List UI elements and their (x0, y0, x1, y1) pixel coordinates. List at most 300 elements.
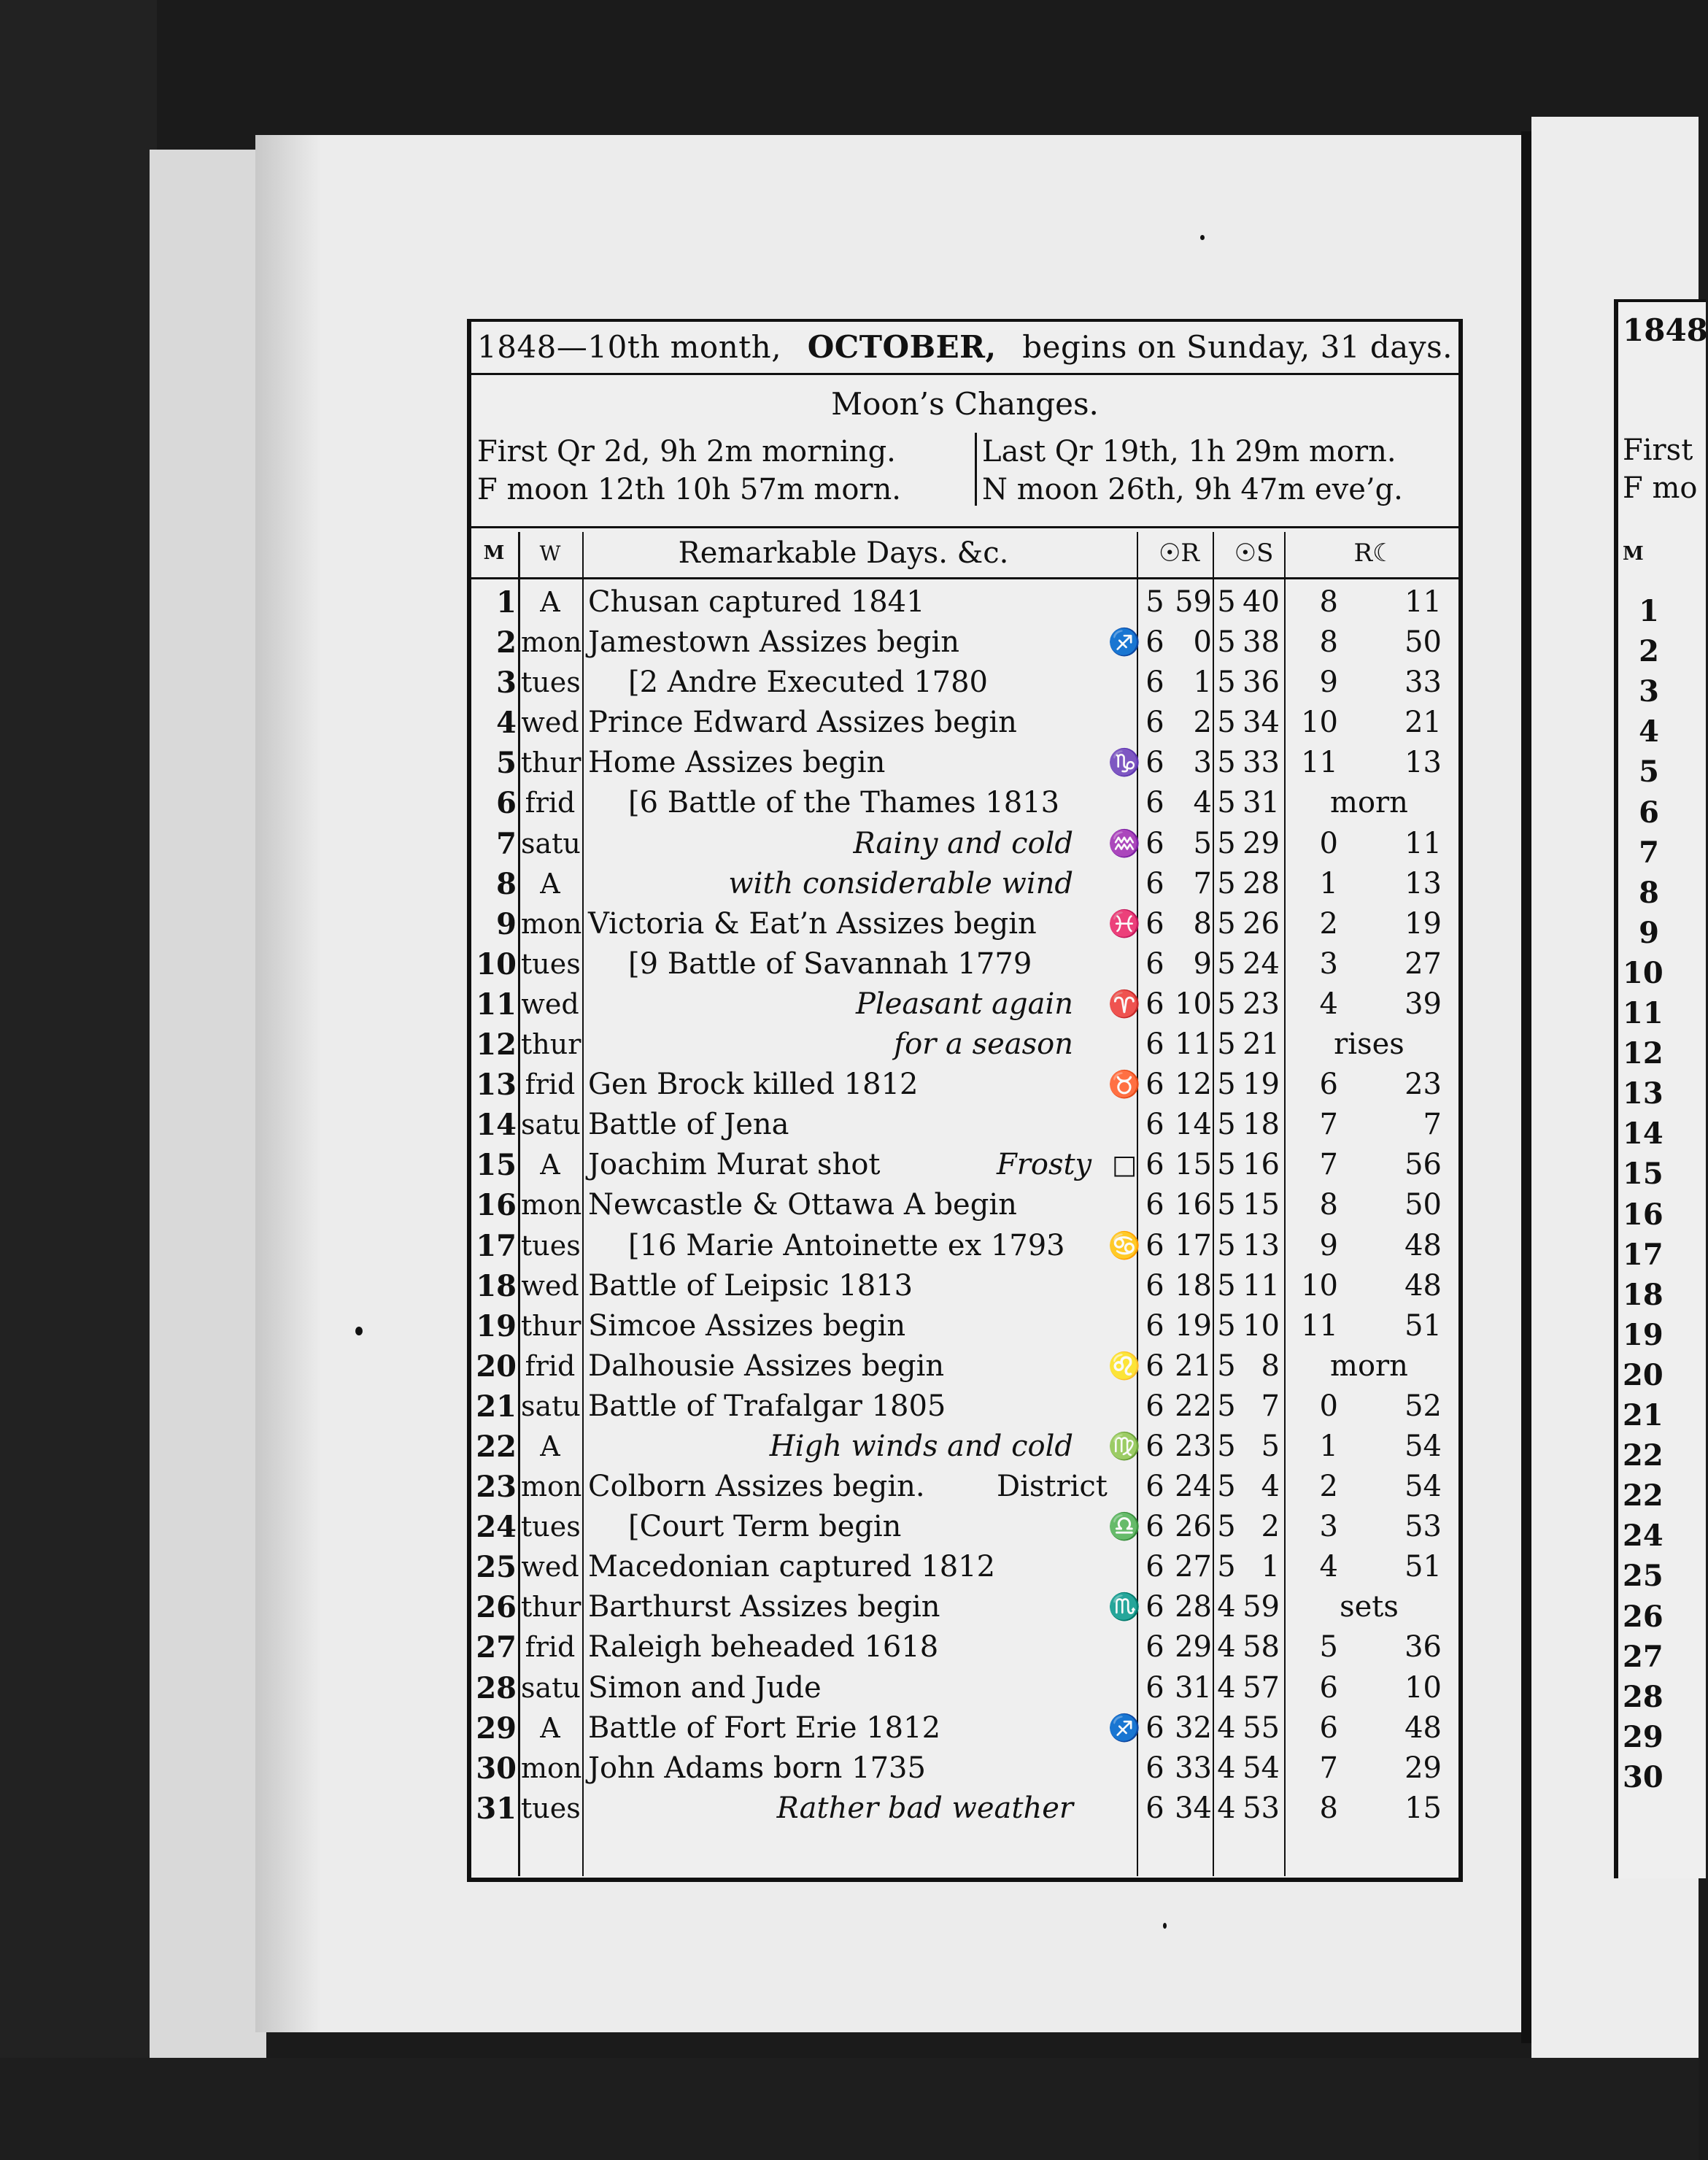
day-of-week: A (540, 586, 560, 618)
remarkable-day: Battle of Fort Erie 1812 (588, 1710, 941, 1745)
moon-divider (975, 433, 977, 506)
moonrise-minute: 51 (1404, 1308, 1442, 1343)
moonrise-hour: 0 (1319, 826, 1338, 860)
sunrise-hour: 6 (1145, 946, 1164, 981)
sunrise-minute: 27 (1175, 1550, 1212, 1584)
sunset-minute: 18 (1243, 1108, 1280, 1142)
sunset-minute: 11 (1243, 1268, 1280, 1303)
last-quarter: Last Qr 19th, 1h 29m morn. (982, 435, 1396, 468)
day-of-week: thur (521, 1309, 581, 1342)
remarkable-day: with considerable wind (728, 866, 1073, 900)
sunset-hour: 5 (1217, 666, 1236, 700)
day-of-month: 16 (476, 1188, 517, 1223)
sunrise-hour: 6 (1145, 1751, 1164, 1785)
day-of-month: 18 (476, 1268, 517, 1303)
moonrise-minute: 36 (1404, 1630, 1442, 1665)
facing-day-number: 26 (1623, 1599, 1663, 1634)
sunset-hour: 5 (1217, 1510, 1236, 1544)
facing-day-number: 7 (1639, 835, 1659, 870)
facing-day-number: 29 (1623, 1719, 1663, 1754)
sunset-minute: 53 (1243, 1791, 1280, 1825)
moonrise-minute: 33 (1404, 666, 1442, 700)
sunset-hour: 5 (1217, 1148, 1236, 1182)
moonrise-hour: 8 (1319, 1791, 1338, 1825)
remarkable-day: Joachim Murat shot (588, 1148, 881, 1182)
october-calendar-table (467, 319, 1463, 1882)
sunrise-hour: 6 (1145, 1510, 1164, 1544)
day-row (471, 703, 1458, 743)
remarkable-day: [Court Term begin (628, 1510, 902, 1544)
moonrise-minute: 11 (1404, 826, 1442, 860)
remarkable-day: Pleasant again (855, 987, 1073, 1021)
day-row (471, 1627, 1458, 1667)
sunset-minute: 23 (1243, 987, 1280, 1021)
full-moon: F moon 12th 10h 57m morn. (477, 473, 902, 506)
facing-day-number: 17 (1623, 1237, 1663, 1272)
moonrise-hour: 5 (1319, 1630, 1338, 1665)
day-of-week: frid (525, 1349, 576, 1382)
day-row (471, 1346, 1458, 1386)
sunrise-hour: 6 (1145, 1670, 1164, 1705)
sunrise-hour: 6 (1145, 1268, 1164, 1303)
sunrise-minute: 24 (1175, 1470, 1212, 1504)
day-of-month: 4 (496, 706, 517, 741)
moonrise-minute: 51 (1404, 1550, 1442, 1584)
sunrise-hour: 6 (1145, 1791, 1164, 1825)
facing-day-number: 4 (1639, 714, 1659, 749)
day-row (471, 1668, 1458, 1708)
day-of-month: 28 (476, 1670, 517, 1705)
facing-day-number: 5 (1639, 755, 1659, 790)
zodiac-sign: ♉ (1108, 1070, 1141, 1100)
moonrise-minute: 19 (1404, 906, 1442, 941)
moonrise-hour: 4 (1319, 987, 1338, 1021)
moonrise-hour: 2 (1319, 906, 1338, 941)
day-of-month: 15 (476, 1148, 517, 1183)
day-of-month: 21 (476, 1389, 517, 1424)
day-row (471, 582, 1458, 622)
sunset-hour: 5 (1217, 706, 1236, 740)
remarkable-day: for a season (894, 1027, 1073, 1062)
moonrise-minute: 13 (1404, 746, 1442, 780)
day-of-week: mon (521, 1751, 582, 1784)
moonrise-hour: 9 (1319, 1228, 1338, 1262)
remarkable-day: Battle of Jena (588, 1108, 789, 1142)
remarkable-day: Rainy and cold (853, 826, 1073, 860)
moonrise-hour: 7 (1319, 1108, 1338, 1142)
title-begins: begins on Sunday, 31 days. (1022, 329, 1453, 365)
sunrise-minute: 11 (1175, 1027, 1212, 1062)
sunset-hour: 5 (1217, 866, 1236, 900)
facing-fmoon-fragment: F mo (1623, 471, 1698, 505)
sunrise-minute: 12 (1175, 1068, 1212, 1102)
day-row (471, 1748, 1458, 1789)
day-row (471, 622, 1458, 663)
month-title (477, 323, 1453, 371)
sunset-minute: 58 (1243, 1630, 1280, 1665)
moonrise-hour: 8 (1319, 585, 1338, 619)
sunrise-hour: 5 (1145, 585, 1164, 619)
sunrise-minute: 26 (1175, 1510, 1212, 1544)
sunrise-hour: 6 (1145, 1027, 1164, 1062)
day-rows (471, 582, 1458, 1829)
facing-day-number: 3 (1639, 674, 1659, 709)
day-of-week: wed (521, 706, 579, 739)
day-row (471, 984, 1458, 1025)
sunrise-minute: 59 (1175, 585, 1212, 619)
book-gutter (1521, 131, 1531, 2043)
day-of-week: satu (521, 827, 581, 860)
sunrise-hour: 6 (1145, 625, 1164, 660)
sunrise-hour: 6 (1145, 1389, 1164, 1423)
remarkable-day: Macedonian captured 1812 (588, 1550, 996, 1584)
day-of-week: satu (521, 1671, 581, 1704)
sunset-hour: 5 (1217, 1027, 1236, 1062)
day-of-week: A (540, 867, 560, 900)
sunset-hour: 4 (1217, 1670, 1236, 1705)
col-head-sunrise: ☉R (1158, 539, 1200, 568)
sunset-hour: 4 (1217, 1710, 1236, 1745)
day-row (471, 824, 1458, 864)
sunset-hour: 5 (1217, 1228, 1236, 1262)
day-of-week: thur (521, 1028, 581, 1061)
facing-day-number: 15 (1623, 1157, 1663, 1192)
sunset-hour: 4 (1217, 1791, 1236, 1825)
day-of-week: A (540, 1430, 560, 1462)
moonrise-minute: 48 (1404, 1228, 1442, 1262)
remarkable-day: Gen Brock killed 1812 (588, 1068, 919, 1102)
sunrise-hour: 6 (1145, 987, 1164, 1021)
day-of-week: satu (521, 1389, 581, 1422)
moonrise-hour: 0 (1319, 1389, 1338, 1423)
facing-day-number: 6 (1639, 795, 1659, 830)
day-of-week: mon (521, 1189, 582, 1222)
sunset-minute: 31 (1243, 786, 1280, 820)
col-head-sunset: ☉S (1234, 539, 1274, 568)
moonrise-hour: 7 (1319, 1751, 1338, 1785)
zodiac-sign: ♓ (1108, 909, 1141, 939)
moonrise-minute: 15 (1404, 1791, 1442, 1825)
moonrise-text: morn (1330, 786, 1408, 820)
remarkable-day: Colborn Assizes begin. (588, 1470, 925, 1504)
moonrise-minute: 48 (1404, 1710, 1442, 1745)
moonrise-minute: 27 (1404, 946, 1442, 981)
day-row (471, 1467, 1458, 1507)
moonrise-hour: 10 (1301, 1268, 1338, 1303)
sunset-minute: 13 (1243, 1228, 1280, 1262)
sunrise-hour: 6 (1145, 1429, 1164, 1463)
sunset-hour: 5 (1217, 1188, 1236, 1222)
day-of-month: 20 (476, 1349, 517, 1384)
sunrise-minute: 17 (1175, 1228, 1212, 1262)
sunset-minute: 36 (1243, 666, 1280, 700)
sunrise-minute: 29 (1175, 1630, 1212, 1665)
sunrise-minute: 15 (1175, 1148, 1212, 1182)
day-of-month: 27 (476, 1630, 517, 1665)
day-of-week: tues (521, 947, 581, 980)
day-row (471, 1065, 1458, 1105)
zodiac-sign: ♐ (1108, 628, 1141, 658)
moonrise-minute: 23 (1404, 1068, 1442, 1102)
remarkable-day: Victoria & Eat’n Assizes begin (588, 906, 1037, 941)
sunrise-hour: 6 (1145, 826, 1164, 860)
zodiac-sign: □ (1111, 1150, 1137, 1181)
remarkable-day: Prince Edward Assizes begin (588, 706, 1017, 740)
facing-day-number: 27 (1623, 1639, 1663, 1674)
day-of-month: 6 (496, 786, 517, 821)
sunrise-minute: 31 (1175, 1670, 1212, 1705)
sunset-hour: 4 (1217, 1630, 1236, 1665)
sunrise-hour: 6 (1145, 1630, 1164, 1665)
sunset-minute: 38 (1243, 625, 1280, 660)
ink-spot (1200, 235, 1205, 240)
day-of-month: 10 (476, 946, 517, 981)
col-head-remarkable: Remarkable Days. &c. (678, 536, 1009, 570)
remarkable-day: [16 Marie Antoinette ex 1793 (628, 1228, 1065, 1262)
moon-changes-left (477, 433, 959, 509)
moonrise-minute: 39 (1404, 987, 1442, 1021)
facing-day-number: 25 (1623, 1559, 1663, 1594)
sunrise-minute: 0 (1193, 625, 1212, 660)
sunset-minute: 54 (1243, 1751, 1280, 1785)
day-of-week: wed (521, 1551, 579, 1584)
day-of-week: satu (521, 1108, 581, 1141)
day-of-month: 7 (496, 826, 517, 861)
sunset-hour: 5 (1217, 746, 1236, 780)
facing-day-number: 28 (1623, 1679, 1663, 1714)
facing-day-number: 2 (1639, 634, 1659, 669)
sunset-minute: 34 (1243, 706, 1280, 740)
moonrise-hour: 6 (1319, 1068, 1338, 1102)
sunset-hour: 5 (1217, 826, 1236, 860)
sunset-minute: 24 (1243, 946, 1280, 981)
sunset-hour: 5 (1217, 1108, 1236, 1142)
sunset-hour: 5 (1217, 1470, 1236, 1504)
day-of-month: 13 (476, 1068, 517, 1103)
sunset-hour: 5 (1217, 1389, 1236, 1423)
sunrise-hour: 6 (1145, 786, 1164, 820)
remarkable-day: Simcoe Assizes begin (588, 1308, 906, 1343)
facing-col-m: M (1623, 543, 1644, 565)
day-of-week: tues (521, 1791, 581, 1824)
sunrise-minute: 34 (1175, 1791, 1212, 1825)
facing-page-table (1614, 299, 1706, 1878)
sunset-hour: 5 (1217, 946, 1236, 981)
sunrise-minute: 8 (1193, 906, 1212, 941)
day-of-week: A (540, 1149, 560, 1181)
sunrise-hour: 6 (1145, 1308, 1164, 1343)
sunrise-minute: 21 (1175, 1349, 1212, 1383)
sunrise-hour: 6 (1145, 1349, 1164, 1383)
moonrise-minute: 29 (1404, 1751, 1442, 1785)
facing-day-number: 22 (1623, 1438, 1663, 1473)
day-of-month: 3 (496, 666, 517, 701)
facing-day-number: 13 (1623, 1076, 1663, 1111)
moonrise-minute: 50 (1404, 1188, 1442, 1222)
day-row (471, 783, 1458, 823)
day-of-week: A (540, 1711, 560, 1744)
facing-day-number: 1 (1639, 594, 1659, 628)
day-row (471, 1789, 1458, 1829)
moonrise-minute: 56 (1404, 1148, 1442, 1182)
sunset-minute: 26 (1243, 906, 1280, 941)
sunset-minute: 1 (1261, 1550, 1280, 1584)
moonrise-text: sets (1340, 1590, 1399, 1624)
day-of-month: 22 (476, 1429, 517, 1464)
day-of-week: frid (525, 1631, 576, 1664)
zodiac-sign: ♍ (1108, 1431, 1141, 1462)
moonrise-hour: 8 (1319, 1188, 1338, 1222)
day-row (471, 1105, 1458, 1145)
day-of-week: thur (521, 1591, 581, 1624)
sunrise-hour: 6 (1145, 1550, 1164, 1584)
remarkable-day: [6 Battle of the Thames 1813 (628, 786, 1060, 820)
day-row (471, 1427, 1458, 1467)
sunset-minute: 10 (1243, 1308, 1280, 1343)
sunrise-hour: 6 (1145, 1470, 1164, 1504)
scan-background-bottom (0, 2058, 1699, 2160)
day-row (471, 1266, 1458, 1306)
sunset-minute: 2 (1261, 1510, 1280, 1544)
day-row (471, 1145, 1458, 1185)
sunrise-hour: 6 (1145, 666, 1164, 700)
day-of-week: mon (521, 1470, 582, 1503)
event-continuation: District (997, 1470, 1108, 1504)
facing-day-number: 21 (1623, 1398, 1663, 1432)
day-row (471, 864, 1458, 904)
moonrise-minute: 48 (1404, 1268, 1442, 1303)
sunrise-minute: 16 (1175, 1188, 1212, 1222)
day-row (471, 743, 1458, 783)
ink-spot (1163, 1923, 1167, 1929)
facing-day-number: 18 (1623, 1277, 1663, 1312)
sunrise-hour: 6 (1145, 866, 1164, 900)
moonrise-minute: 7 (1423, 1108, 1442, 1142)
day-of-month: 25 (476, 1550, 517, 1585)
facing-title-fragment: 1848 (1623, 312, 1708, 348)
sunset-hour: 5 (1217, 1308, 1236, 1343)
moonrise-hour: 11 (1301, 1308, 1338, 1343)
day-of-month: 29 (476, 1710, 517, 1746)
zodiac-sign: ♋ (1108, 1230, 1141, 1261)
day-of-week: wed (521, 1269, 579, 1302)
sunset-hour: 5 (1217, 625, 1236, 660)
day-of-month: 19 (476, 1308, 517, 1343)
zodiac-sign: ♏ (1108, 1592, 1141, 1623)
moon-changes-right (982, 433, 1456, 509)
sunset-hour: 4 (1217, 1751, 1236, 1785)
day-row (471, 1587, 1458, 1627)
sunset-hour: 4 (1217, 1590, 1236, 1624)
remarkable-day: Barthurst Assizes begin (588, 1590, 940, 1624)
sunset-minute: 55 (1243, 1710, 1280, 1745)
day-of-month: 2 (496, 625, 517, 660)
moon-rule (471, 526, 1458, 528)
zodiac-sign: ♈ (1108, 989, 1141, 1019)
sunrise-minute: 18 (1175, 1268, 1212, 1303)
sunrise-minute: 32 (1175, 1710, 1212, 1745)
moonrise-hour: 2 (1319, 1470, 1338, 1504)
sunrise-minute: 3 (1193, 746, 1212, 780)
sunset-minute: 19 (1243, 1068, 1280, 1102)
moonrise-minute: 54 (1404, 1429, 1442, 1463)
day-row (471, 1185, 1458, 1225)
moonrise-hour: 6 (1319, 1670, 1338, 1705)
day-of-month: 31 (476, 1791, 517, 1826)
sunrise-hour: 6 (1145, 1108, 1164, 1142)
title-year-month: 1848—10th month, (477, 329, 782, 365)
day-of-month: 9 (496, 906, 517, 941)
remarkable-day: [2 Andre Executed 1780 (628, 666, 988, 700)
moonrise-hour: 10 (1301, 706, 1338, 740)
day-of-week: tues (521, 1511, 581, 1543)
day-of-month: 12 (476, 1027, 517, 1062)
sunrise-minute: 9 (1193, 946, 1212, 981)
header-rule (471, 577, 1458, 579)
facing-day-number: 16 (1623, 1197, 1663, 1232)
book-page-edges (150, 150, 266, 2061)
day-of-month: 5 (496, 746, 517, 781)
day-row (471, 1708, 1458, 1748)
facing-day-number: 14 (1623, 1116, 1663, 1152)
sunrise-minute: 19 (1175, 1308, 1212, 1343)
moonrise-text: rises (1334, 1027, 1404, 1062)
sunrise-minute: 14 (1175, 1108, 1212, 1142)
moonrise-minute: 54 (1404, 1470, 1442, 1504)
remarkable-day: Dalhousie Assizes begin (588, 1349, 945, 1383)
day-of-week: tues (521, 666, 581, 699)
moonrise-hour: 3 (1319, 946, 1338, 981)
sunrise-hour: 6 (1145, 706, 1164, 740)
sunset-minute: 40 (1243, 585, 1280, 619)
sunset-minute: 21 (1243, 1027, 1280, 1062)
day-of-week: frid (525, 787, 576, 819)
sunset-minute: 8 (1261, 1349, 1280, 1383)
facing-day-number: 10 (1623, 955, 1663, 990)
zodiac-sign: ♌ (1108, 1351, 1141, 1381)
remarkable-day: Home Assizes begin (588, 746, 886, 780)
sunrise-hour: 6 (1145, 1590, 1164, 1624)
day-of-month: 17 (476, 1228, 517, 1263)
sunset-hour: 5 (1217, 906, 1236, 941)
sunset-hour: 5 (1217, 1268, 1236, 1303)
moonrise-hour: 7 (1319, 1148, 1338, 1182)
day-of-month: 8 (496, 866, 517, 901)
day-row (471, 904, 1458, 944)
sunrise-minute: 10 (1175, 987, 1212, 1021)
sunset-minute: 15 (1243, 1188, 1280, 1222)
zodiac-sign: ♑ (1108, 748, 1141, 779)
sunrise-hour: 6 (1145, 1068, 1164, 1102)
sunrise-hour: 6 (1145, 1148, 1164, 1182)
day-row (471, 944, 1458, 984)
day-of-month: 23 (476, 1470, 517, 1505)
moonrise-minute: 50 (1404, 625, 1442, 660)
col-head-m: M (483, 542, 505, 564)
zodiac-sign: ♐ (1108, 1713, 1141, 1743)
ink-spot (355, 1327, 363, 1335)
day-of-week: tues (521, 1229, 581, 1262)
sunset-minute: 33 (1243, 746, 1280, 780)
remarkable-day: John Adams born 1735 (588, 1751, 926, 1785)
facing-day-number: 12 (1623, 1036, 1663, 1071)
facing-day-number: 9 (1639, 915, 1659, 950)
sunrise-minute: 7 (1193, 866, 1212, 900)
sunset-minute: 28 (1243, 866, 1280, 900)
day-row (471, 1306, 1458, 1346)
sunrise-minute: 4 (1193, 786, 1212, 820)
day-of-month: 11 (476, 987, 517, 1022)
